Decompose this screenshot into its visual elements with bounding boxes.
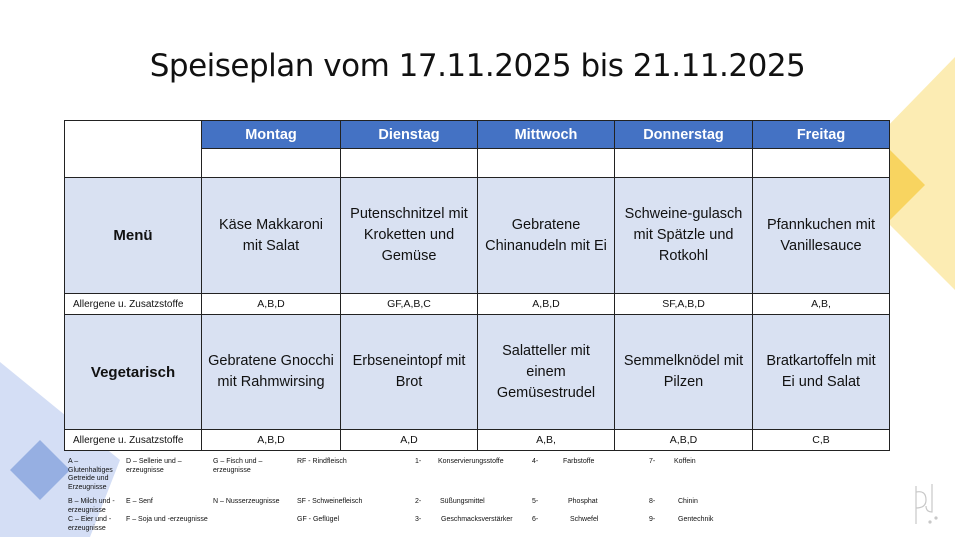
legend-item: Konservierungsstoffe: [438, 458, 504, 465]
legend-item: G – Fisch und –erzeugnisse: [213, 458, 263, 474]
legend-item: Phosphat: [568, 498, 598, 505]
allergen-value: A,B,D: [202, 430, 341, 451]
legend-item: Chinin: [678, 498, 698, 505]
legend-item: Geschmacksverstärker: [441, 516, 513, 523]
legend-item: Schwefel: [570, 516, 599, 523]
legend-num: 4-: [532, 458, 539, 465]
row-label-menu: Menü: [65, 178, 202, 294]
allergen-label: Allergene u. Zusatzstoffe: [65, 294, 202, 315]
legend-num: 9-: [649, 516, 656, 523]
meal-cell: Käse Makkaroni mit Salat: [202, 178, 341, 294]
allergen-legend: [68, 458, 768, 538]
allergen-value: GF,A,B,C: [341, 294, 478, 315]
day-header-row: [65, 121, 890, 149]
allergen-value: A,B,D: [202, 294, 341, 315]
legend-num: 8-: [649, 498, 656, 505]
allergen-value: SF,A,B,D: [615, 294, 753, 315]
legend-item: RF - Rindfleisch: [297, 458, 347, 465]
meal-cell: Schweine-gulasch mit Spätzle und Rotkohl: [615, 178, 753, 294]
meal-cell: Putenschnitzel mit Kroketten und Gemüse: [341, 178, 478, 294]
row-label-vegetarian: Vegetarisch: [65, 315, 202, 430]
allergen-row-menu: [65, 294, 890, 315]
allergen-value: A,B,: [478, 430, 615, 451]
legend-item: GF - Geflügel: [297, 516, 340, 523]
allergen-value: A,D: [341, 430, 478, 451]
legend-item: A – Glutenhaltiges Getreide und Erzeugnisse: [68, 458, 113, 491]
legend-num: 3-: [415, 516, 422, 523]
legend-item: Koffein: [674, 458, 696, 465]
legend-num: 6-: [532, 516, 539, 523]
meal-cell: Gebratene Gnocchi mit Rahmwirsing: [202, 315, 341, 430]
meal-cell: Gebratene Chinanudeln mit Ei: [478, 178, 615, 294]
meal-cell: Salatteller mit einem Gemüsestrudel: [478, 315, 615, 430]
allergen-row-vegetarian: [65, 430, 890, 451]
legend-item: Farbstoffe: [563, 458, 595, 465]
allergen-value: C,B: [753, 430, 890, 451]
legend-num: 7-: [649, 458, 656, 465]
legend-item: F – Soja und -erzeugnisse: [126, 516, 208, 523]
legend-item: C – Eier und -erzeugnisse: [68, 516, 112, 532]
day-header: Mittwoch: [478, 121, 615, 149]
allergen-label: Allergene u. Zusatzstoffe: [65, 430, 202, 451]
day-header: Montag: [202, 121, 341, 149]
legend-num: 2-: [415, 498, 422, 505]
day-header: Donnerstag: [615, 121, 753, 149]
legend-num: 1-: [415, 458, 422, 465]
legend-item: Süßungsmittel: [440, 498, 485, 505]
day-header: Freitag: [753, 121, 890, 149]
legend-item: D – Sellerie und –erzeugnisse: [126, 458, 182, 474]
logo-watermark-icon: [912, 482, 942, 528]
meal-cell: Bratkartoffeln mit Ei und Salat: [753, 315, 890, 430]
menu-row: [65, 178, 890, 294]
allergen-value: A,B,: [753, 294, 890, 315]
meal-plan-table: [64, 120, 890, 451]
page-title: Speiseplan vom 17.11.2025 bis 21.11.2025: [149, 48, 806, 84]
legend-item: SF - Schweinefleisch: [297, 498, 363, 505]
legend-num: 5-: [532, 498, 539, 505]
corner-cell: [65, 121, 202, 178]
allergen-value: A,B,D: [615, 430, 753, 451]
legend-item: B – Milch und -erzeugnisse: [68, 498, 115, 514]
legend-item: N – Nusserzeugnisse: [213, 498, 280, 505]
day-header: Dienstag: [341, 121, 478, 149]
vegetarian-row: [65, 315, 890, 430]
allergen-value: A,B,D: [478, 294, 615, 315]
legend-item: Gentechnik: [678, 516, 714, 523]
meal-cell: Erbseneintopf mit Brot: [341, 315, 478, 430]
meal-cell: Semmelknödel mit Pilzen: [615, 315, 753, 430]
meal-cell: Pfannkuchen mit Vanillesauce: [753, 178, 890, 294]
legend-item: E – Senf: [126, 498, 153, 505]
